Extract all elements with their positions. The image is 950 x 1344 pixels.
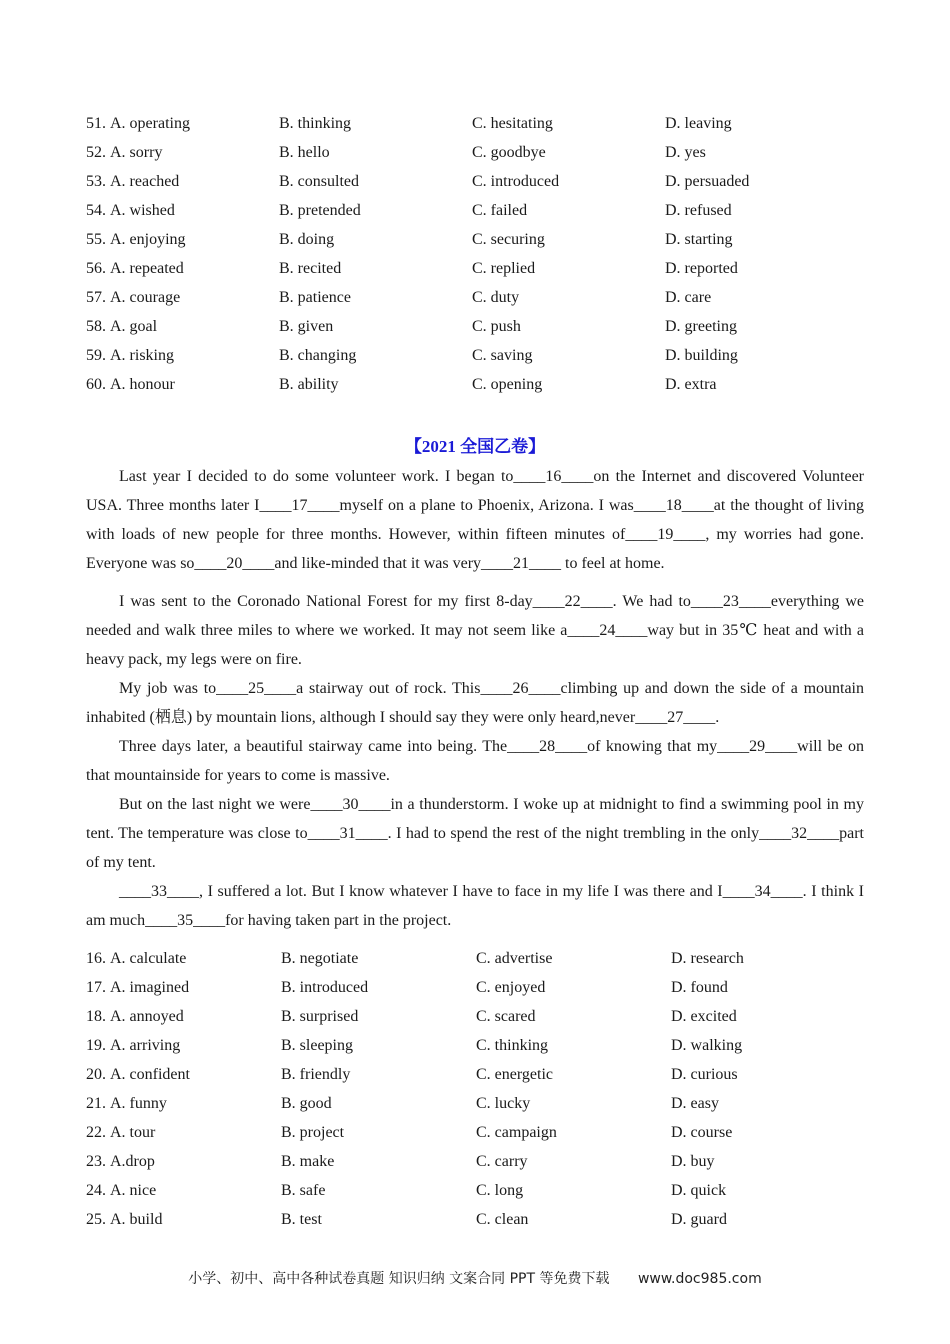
question-number: 19. — [86, 1037, 106, 1054]
option-a — [86, 1060, 281, 1089]
question-number: 52. — [86, 144, 106, 161]
option-c: C. saving — [472, 347, 533, 364]
option-text: A. honour — [110, 376, 175, 393]
option-b: B. given — [279, 318, 334, 335]
option-text: A. funny — [110, 1095, 167, 1112]
option-text: A. sorry — [110, 144, 163, 161]
option-c: C. securing — [472, 231, 545, 248]
option-d: D. persuaded — [665, 173, 750, 190]
option-c: C. thinking — [476, 1037, 549, 1054]
option-text: A. reached — [110, 173, 180, 190]
option-a — [86, 225, 279, 254]
option-d: D. care — [665, 289, 712, 306]
option-a — [86, 196, 279, 225]
question-number: 59. — [86, 347, 106, 364]
option-text: A. wished — [110, 202, 175, 219]
option-d: D. reported — [665, 260, 738, 277]
option-a — [86, 312, 279, 341]
option-c: C. carry — [476, 1153, 528, 1170]
option-b: B. thinking — [279, 115, 352, 132]
option-row — [86, 167, 866, 196]
option-a — [86, 973, 281, 1002]
option-d: D. yes — [665, 144, 706, 161]
option-a — [86, 370, 279, 399]
option-a — [86, 109, 279, 138]
option-b: B. negotiate — [281, 950, 359, 967]
question-number: 20. — [86, 1066, 106, 1083]
option-d: D. course — [671, 1124, 733, 1141]
option-text: A. build — [110, 1211, 163, 1228]
option-c: C. long — [476, 1182, 524, 1199]
option-row — [86, 1060, 866, 1089]
option-a — [86, 1031, 281, 1060]
option-c: C. hesitating — [472, 115, 553, 132]
option-row — [86, 944, 866, 973]
option-text: A. goal — [110, 318, 158, 335]
question-number: 60. — [86, 376, 106, 393]
option-row — [86, 1205, 866, 1234]
options-table-51-60 — [86, 109, 866, 399]
question-number: 54. — [86, 202, 106, 219]
option-a — [86, 167, 279, 196]
option-d: D. easy — [671, 1095, 719, 1112]
option-c: C. goodbye — [472, 144, 546, 161]
option-row — [86, 138, 866, 167]
passage-paragraph-1: Last year I decided to do some volunteer work. I began to____16____on the Internet and discovered Volunteer USA. Three months later I____17____myself on a plane to Phoenix, Arizona. I was____18____at the thought of living with loads of new people for three months. However, within fifteen minutes of____19____, my worries had gone. Everyone was so____20____and like-minded that it was very____21____ to feel at home. — [86, 468, 864, 572]
option-text: A. tour — [110, 1124, 156, 1141]
option-row — [86, 225, 866, 254]
option-b: B. introduced — [281, 979, 369, 996]
option-c: C. energetic — [476, 1066, 554, 1083]
option-row — [86, 312, 866, 341]
question-number: 17. — [86, 979, 106, 996]
option-b: B. surprised — [281, 1008, 359, 1025]
option-row — [86, 370, 866, 399]
option-text: A. courage — [110, 289, 181, 306]
option-text: A. imagined — [110, 979, 190, 996]
option-text: A. arriving — [110, 1037, 181, 1054]
option-c: C. scared — [476, 1008, 536, 1025]
option-b: B. patience — [279, 289, 351, 306]
passage-paragraph-2: I was sent to the Coronado National Forest for my first 8-day____22____. We had to____23____everything we needed and walk three miles to where we worked. It may not seem like a____24____way but in 35℃ heat and with a heavy pack, my legs were on fire. — [86, 593, 864, 668]
option-a — [86, 1205, 281, 1234]
question-number: 23. — [86, 1153, 106, 1170]
option-row — [86, 283, 866, 312]
option-row — [86, 1118, 866, 1147]
option-d: D. walking — [671, 1037, 743, 1054]
passage-paragraph-3: My job was to____25____a stairway out of rock. This____26____climbing up and down the side of a mountain inhabited (栖息) by mountain lions, although I should say they were only heard,never____27____. — [86, 680, 864, 726]
option-row — [86, 341, 866, 370]
option-d: D. quick — [671, 1182, 727, 1199]
option-c: C. clean — [476, 1211, 529, 1228]
option-c: C. enjoyed — [476, 979, 546, 996]
option-c: C. advertise — [476, 950, 553, 967]
option-c: C. campaign — [476, 1124, 557, 1141]
option-row — [86, 973, 866, 1002]
option-d: D. buy — [671, 1153, 715, 1170]
option-text: A. repeated — [110, 260, 184, 277]
option-row — [86, 1031, 866, 1060]
question-number: 53. — [86, 173, 106, 190]
footer-banner — [0, 1268, 950, 1288]
cloze-passage — [86, 462, 864, 935]
question-number: 22. — [86, 1124, 106, 1141]
option-a — [86, 1176, 281, 1205]
question-number: 56. — [86, 260, 106, 277]
option-b: B. project — [281, 1124, 345, 1141]
option-a — [86, 944, 281, 973]
option-d: D. found — [671, 979, 728, 996]
option-d: D. greeting — [665, 318, 737, 335]
option-row — [86, 1176, 866, 1205]
option-c: C. lucky — [476, 1095, 531, 1112]
options-table-16-25 — [86, 944, 866, 1234]
option-row — [86, 109, 866, 138]
option-d: D. building — [665, 347, 738, 364]
option-row — [86, 1147, 866, 1176]
option-a — [86, 283, 279, 312]
option-d: D. extra — [665, 376, 717, 393]
option-text: A.drop — [110, 1153, 155, 1170]
option-c: C. duty — [472, 289, 520, 306]
option-row — [86, 254, 866, 283]
option-c: C. failed — [472, 202, 528, 219]
question-number: 25. — [86, 1211, 106, 1228]
question-number: 18. — [86, 1008, 106, 1025]
option-row — [86, 1089, 866, 1118]
option-c: C. opening — [472, 376, 543, 393]
question-number: 21. — [86, 1095, 106, 1112]
option-b: B. ability — [279, 376, 339, 393]
option-text: A. calculate — [110, 950, 187, 967]
option-text: A. annoyed — [110, 1008, 184, 1025]
question-number: 24. — [86, 1182, 106, 1199]
option-b: B. make — [281, 1153, 335, 1170]
passage-paragraph-6: ____33____, I suffered a lot. But I know whatever I have to face in my life I was there and I____34____. I think I am much____35____for having taken part in the project. — [86, 883, 864, 929]
question-number: 58. — [86, 318, 106, 335]
option-d: D. research — [671, 950, 744, 967]
footer-url[interactable]: www.doc985.com — [637, 1271, 762, 1287]
option-b: B. test — [281, 1211, 322, 1228]
option-b: B. recited — [279, 260, 342, 277]
question-number: 55. — [86, 231, 106, 248]
option-d: D. refused — [665, 202, 732, 219]
option-c: C. push — [472, 318, 521, 335]
passage-paragraph-4: Three days later, a beautiful stairway came into being. The____28____of knowing that my____29____will be on that mountainside for years to come is massive. — [86, 738, 864, 784]
option-b: B. consulted — [279, 173, 359, 190]
option-d: D. guard — [671, 1211, 727, 1228]
option-c: C. introduced — [472, 173, 560, 190]
option-a — [86, 1118, 281, 1147]
question-number: 57. — [86, 289, 106, 306]
option-a — [86, 254, 279, 283]
option-b: B. sleeping — [281, 1037, 353, 1054]
option-b: B. pretended — [279, 202, 361, 219]
option-text: A. enjoying — [110, 231, 186, 248]
passage-paragraph-5: But on the last night we were____30____in a thunderstorm. I woke up at midnight to find a swimming pool in my tent. The temperature was close to____31____. I had to spend the rest of the night trembling in the only____32____part of my tent. — [86, 796, 864, 871]
option-b: B. friendly — [281, 1066, 351, 1083]
question-number: 16. — [86, 950, 106, 967]
option-text: A. nice — [110, 1182, 157, 1199]
option-b: B. hello — [279, 144, 330, 161]
option-b: B. safe — [281, 1182, 326, 1199]
option-d: D. leaving — [665, 115, 732, 132]
option-text: A. confident — [110, 1066, 190, 1083]
option-a — [86, 1002, 281, 1031]
option-text: A. risking — [110, 347, 174, 364]
footer-text: 小学、初中、高中各种试卷真题 知识归纳 文案合同 PPT 等免费下载 — [188, 1271, 610, 1287]
section-heading: 【2021 全国乙卷】 — [404, 437, 546, 456]
option-c: C. replied — [472, 260, 536, 277]
option-b: B. changing — [279, 347, 357, 364]
option-a — [86, 341, 279, 370]
option-text: A. operating — [110, 115, 190, 132]
option-b: B. doing — [279, 231, 335, 248]
option-row — [86, 196, 866, 225]
option-b: B. good — [281, 1095, 332, 1112]
option-d: D. curious — [671, 1066, 738, 1083]
option-a — [86, 1089, 281, 1118]
option-a — [86, 1147, 281, 1176]
option-d: D. excited — [671, 1008, 737, 1025]
option-d: D. starting — [665, 231, 733, 248]
option-a — [86, 138, 279, 167]
option-row — [86, 1002, 866, 1031]
question-number: 51. — [86, 115, 106, 132]
